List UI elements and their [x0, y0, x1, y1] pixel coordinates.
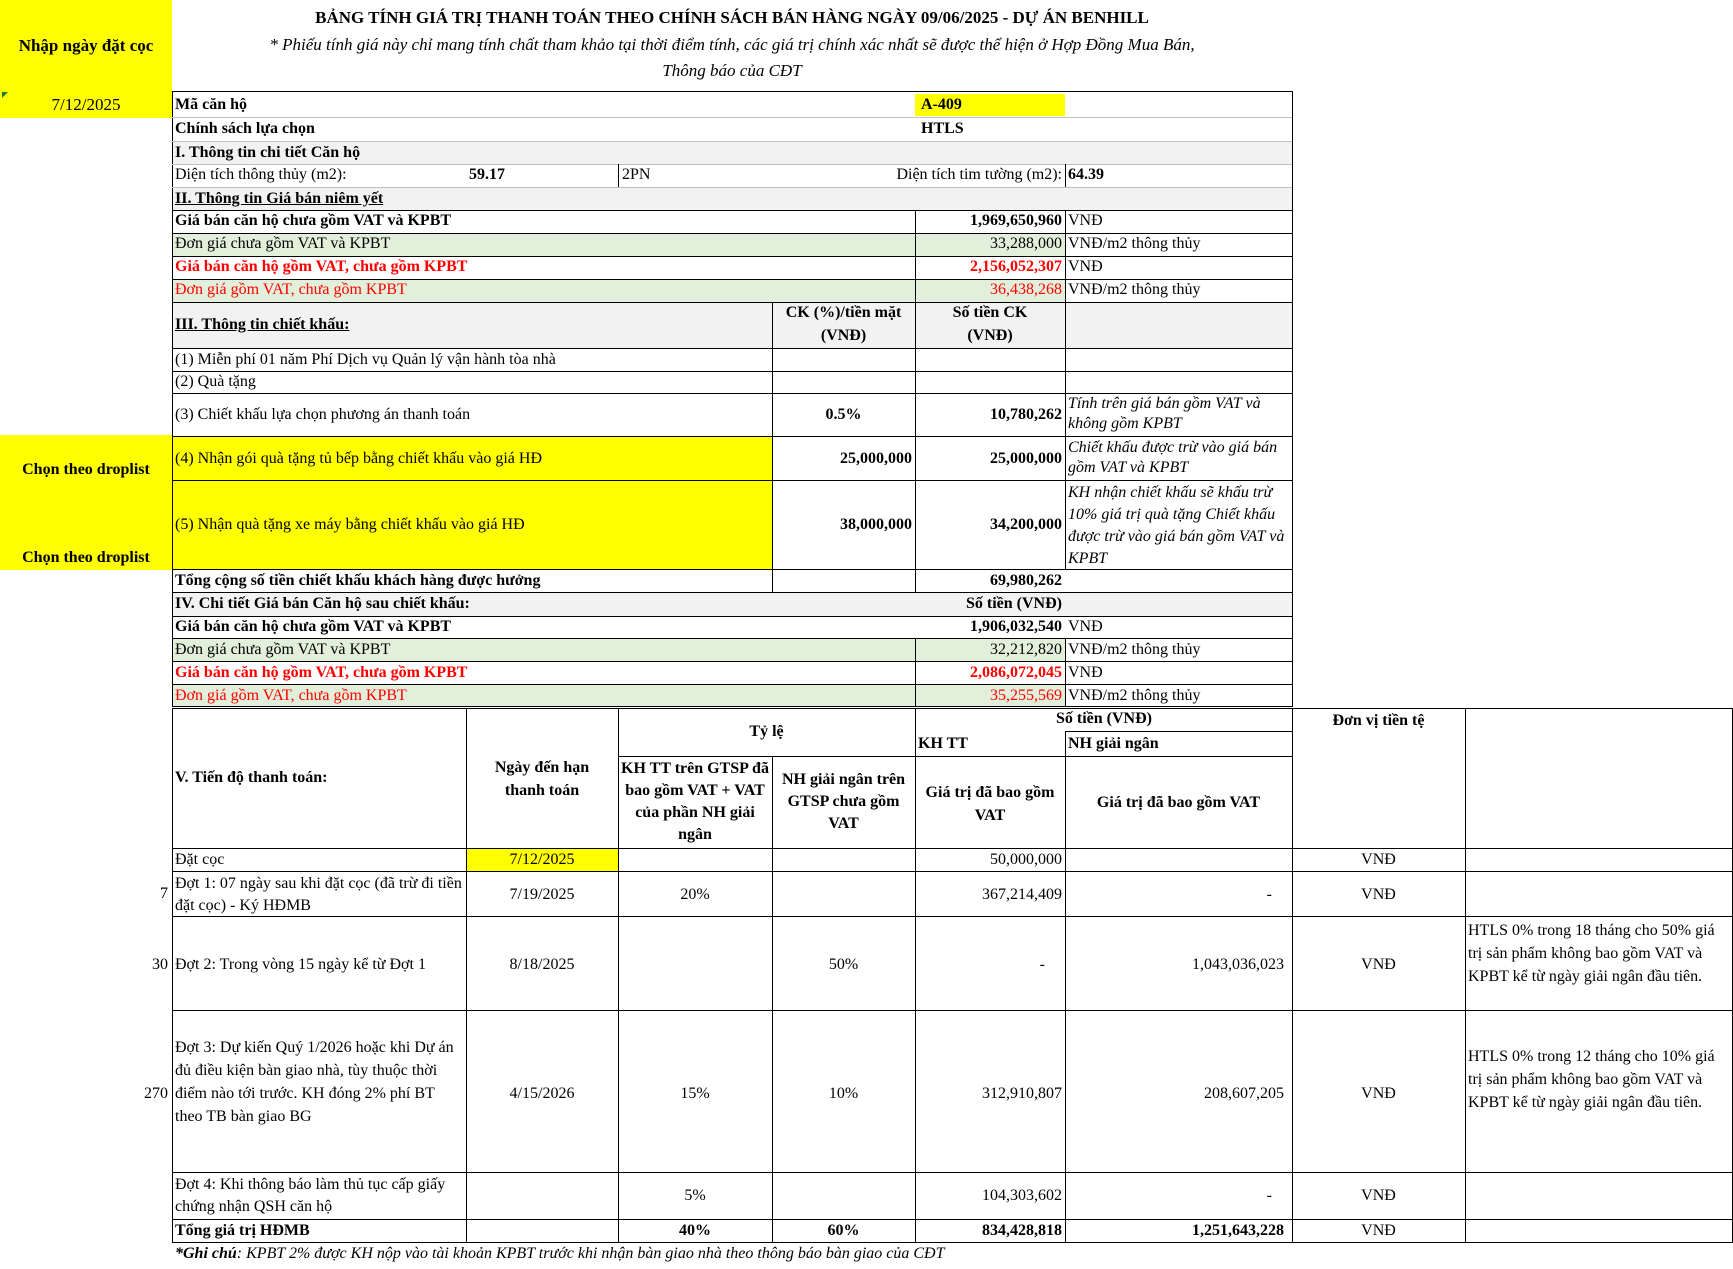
price-value: 33,288,000 [990, 235, 1062, 252]
schedule-date: 8/18/2025 [509, 956, 575, 973]
droplist-label-1: Chọn theo droplist [22, 461, 150, 478]
final-price-value: 1,906,032,540 [970, 618, 1062, 635]
discount-note: Chiết khấu được trừ vào giá bán gồm VAT và KPBT [1068, 439, 1278, 476]
price-value: 2,156,052,307 [970, 258, 1062, 275]
rooms-value: 2PN [622, 166, 651, 183]
schedule-kh-amount: 50,000,000 [990, 851, 1062, 868]
section2-title: II. Thông tin Giá bán niêm yết [175, 190, 384, 207]
final-price-unit: VNĐ/m2 thông thủy [1068, 641, 1201, 658]
enter-date-label: Nhập ngày đặt cọc [18, 36, 154, 55]
schedule-kh-amount: 104,303,602 [982, 1187, 1062, 1204]
disclaimer-line-1: * Phiếu tính giá này chỉ mang tính chất tham khảo tại thời điểm tính, các giá trị chính xác nhất sẽ được thể hiện ở Hợp Đồng Mua Bán, [269, 35, 1195, 54]
schedule-label: Đợt 1: 07 ngày sau khi đặt cọc (đã trừ đi tiền đặt cọc) - Ký HĐMB [175, 875, 462, 914]
price-label: Đơn giá gồm VAT, chưa gồm KPBT [175, 281, 407, 298]
col-ratio-header: Tỷ lệ [749, 723, 784, 740]
final-price-label: Đơn giá chưa gồm VAT và KPBT [175, 641, 391, 658]
col-amount-header-sub: (VNĐ) [967, 327, 1013, 344]
price-value: 36,438,268 [990, 281, 1062, 298]
policy-label: Chính sách lựa chọn [175, 120, 315, 137]
schedule-nh-amount: 208,607,205 [1204, 1085, 1284, 1102]
discount-label[interactable]: (4) Nhận gói quà tặng tủ bếp bằng chiết khấu vào giá HĐ [175, 450, 543, 467]
final-price-label: Giá bán căn hộ chưa gồm VAT và KPBT [175, 618, 452, 635]
col-khtt-sub-header: Giá trị đã bao gồm VAT [925, 784, 1055, 824]
col-ratio-kh-header: KH TT trên GTSP đã bao gồm VAT + VAT của phần NH giải ngân [621, 760, 769, 843]
discount-note: KH nhận chiết khấu sẽ khấu trừ 10% giá trị quà tặng Chiết khấu được trừ vào giá bán gồm VAT và KPBT [1068, 484, 1285, 567]
wall-area-value: 64.39 [1068, 166, 1104, 183]
price-value: 1,969,650,960 [970, 212, 1062, 229]
schedule-label: Đặt cọc [175, 851, 225, 868]
schedule-currency: VNĐ [1361, 851, 1396, 868]
schedule-kh-amount: 312,910,807 [982, 1085, 1062, 1102]
schedule-total-kh-pct: 40% [679, 1222, 711, 1239]
schedule-currency: VNĐ [1361, 886, 1396, 903]
col-khtt-header: KH TT [918, 735, 968, 752]
schedule-total-nh-amount: 1,251,643,228 [1192, 1222, 1284, 1239]
discount-total-label: Tổng cộng số tiền chiết khấu khách hàng được hưởng [175, 572, 541, 589]
discount-label[interactable]: (5) Nhận quà tặng xe máy bằng chiết khấu vào giá HĐ [175, 516, 525, 533]
discount-label: (3) Chiết khấu lựa chọn phương án thanh toán [175, 406, 471, 423]
schedule-label: Đợt 3: Dự kiến Quý 1/2026 hoặc khi Dự án đủ điều kiện bàn giao nhà, tùy thuộc thời điểm nào tới trước. KH đóng 2% phí BT theo TB bàn giao BG [175, 1039, 454, 1125]
footnote-label: *Ghi chú [175, 1245, 237, 1262]
schedule-nh-amount: - [1266, 1187, 1272, 1204]
section1-title: I. Thông tin chi tiết Căn hộ [175, 144, 361, 161]
col-due-header: Ngày đến hạn thanh toán [494, 759, 590, 799]
discount-rate: 0.5% [825, 406, 862, 423]
schedule-note: HTLS 0% trong 12 tháng cho 10% giá trị sản phẩm không bao gồm VAT và KPBT kể từ ngày giải ngân đầu tiên. [1468, 1048, 1715, 1111]
schedule-total-kh-amount: 834,428,818 [982, 1222, 1062, 1239]
price-unit: VNĐ [1068, 258, 1103, 275]
schedule-date: 7/19/2025 [509, 886, 575, 903]
price-label: Giá bán căn hộ gồm VAT, chưa gồm KPBT [175, 258, 468, 275]
schedule-total-currency: VNĐ [1361, 1222, 1396, 1239]
disclaimer-line-2: Thông báo của CĐT [662, 61, 802, 80]
final-price-unit: VNĐ [1068, 664, 1103, 681]
schedule-label: Đợt 2: Trong vòng 15 ngày kể từ Đợt 1 [175, 956, 426, 973]
price-unit: VNĐ [1068, 212, 1103, 229]
col-amount-header: Số tiền (VNĐ) [1056, 710, 1152, 727]
schedule-kh-pct: 5% [684, 1187, 706, 1204]
price-label: Giá bán căn hộ chưa gồm VAT và KPBT [175, 212, 452, 229]
col-nh-header: NH giải ngân [1068, 735, 1159, 752]
final-price-value: 2,086,072,045 [970, 664, 1062, 681]
final-price-label: Đơn giá gồm VAT, chưa gồm KPBT [175, 687, 407, 704]
wall-area-label: Diện tích tim tường (m2): [896, 166, 1062, 183]
section4-title: IV. Chi tiết Giá bán Căn hộ sau chiết khấu: [175, 595, 470, 612]
col-rate-header: CK (%)/tiền mặt [785, 304, 902, 321]
policy-value[interactable]: HTLS [921, 120, 964, 137]
discount-rate: 25,000,000 [840, 450, 912, 467]
discount-amount: 25,000,000 [990, 450, 1062, 467]
day-offset: 270 [144, 1085, 168, 1102]
schedule-nh-amount: - [1266, 886, 1272, 903]
discount-rate: 38,000,000 [840, 516, 912, 533]
schedule-currency: VNĐ [1361, 956, 1396, 973]
schedule-kh-amount: - [1039, 956, 1045, 973]
schedule-nh-pct: 10% [828, 1085, 859, 1102]
price-label: Đơn giá chưa gồm VAT và KPBT [175, 235, 391, 252]
schedule-nh-amount: 1,043,036,023 [1192, 956, 1284, 973]
footnote [175, 1245, 945, 1263]
final-price-unit: VNĐ [1068, 618, 1103, 635]
apt-code-label: Mã căn hộ [175, 96, 247, 113]
day-offset: 7 [160, 885, 168, 902]
price-unit: VNĐ/m2 thông thủy [1068, 235, 1201, 252]
schedule-currency: VNĐ [1361, 1085, 1396, 1102]
schedule-note: HTLS 0% trong 18 tháng cho 50% giá trị sản phẩm không bao gồm VAT và KPBT kể từ ngày giải ngân đầu tiên. [1468, 922, 1715, 985]
deposit-date-input[interactable]: 7/12/2025 [51, 95, 121, 114]
schedule-date[interactable]: 7/12/2025 [509, 851, 575, 868]
section5-title: V. Tiến độ thanh toán: [175, 769, 328, 786]
col-ratio-nh-header: NH giải ngân trên GTSP chưa gồm VAT [781, 771, 906, 832]
discount-amount: 34,200,000 [990, 516, 1062, 533]
discount-label: (2) Quà tặng [175, 373, 256, 390]
schedule-label: Đợt 4: Khi thông báo làm thủ tục cấp giấy chứng nhận QSH căn hộ [175, 1176, 446, 1215]
day-offset: 30 [152, 956, 168, 973]
discount-note: Tính trên giá bán gồm VAT và không gồm KPBT [1068, 395, 1261, 432]
col-nh-sub-header: Giá trị đã bao gồm VAT [1096, 794, 1261, 811]
discount-total: 69,980,262 [990, 572, 1062, 589]
section3-title: III. Thông tin chiết khấu: [175, 316, 350, 333]
schedule-currency: VNĐ [1361, 1187, 1396, 1204]
final-price-value: 35,255,569 [990, 687, 1062, 704]
schedule-kh-pct: 15% [680, 1085, 710, 1102]
final-price-unit: VNĐ/m2 thông thủy [1068, 687, 1201, 704]
final-price-label: Giá bán căn hộ gồm VAT, chưa gồm KPBT [175, 664, 468, 681]
schedule-total-label: Tổng giá trị HĐMB [175, 1222, 310, 1239]
final-price-value: 32,212,820 [990, 641, 1062, 658]
footnote-text: : KPBT 2% được KH nộp vào tài khoản KPBT trước khi nhận bàn giao nhà theo thông báo bàn giao của CĐT [236, 1245, 945, 1262]
col-rate-header-sub: (VNĐ) [820, 327, 867, 344]
schedule-total-nh-pct: 60% [827, 1222, 860, 1239]
schedule-kh-pct: 20% [680, 886, 710, 903]
area-label: Diện tích thông thủy (m2): [175, 166, 347, 183]
price-unit: VNĐ/m2 thông thủy [1068, 281, 1201, 298]
discount-label: (1) Miễn phí 01 năm Phí Dịch vụ Quản lý vận hành tòa nhà [175, 351, 556, 368]
apt-code-input[interactable]: A-409 [921, 96, 962, 113]
area-value: 59.17 [469, 166, 505, 183]
col-amount-header: Số tiền (VNĐ) [966, 595, 1062, 612]
schedule-nh-pct: 50% [828, 956, 859, 973]
schedule-kh-amount: 367,214,409 [982, 886, 1062, 903]
col-amount-header: Số tiền CK [952, 304, 1028, 321]
col-currency-header: Đơn vị tiền tệ [1332, 712, 1425, 729]
cell-marker-icon [2, 92, 8, 98]
page-title: BẢNG TÍNH GIÁ TRỊ THANH TOÁN THEO CHÍNH SÁCH BÁN HÀNG NGÀY 09/06/2025 - DỰ ÁN BENHILL [315, 8, 1149, 27]
droplist-label-2: Chọn theo droplist [22, 549, 150, 566]
discount-amount: 10,780,262 [990, 406, 1062, 423]
schedule-date: 4/15/2026 [509, 1085, 575, 1102]
